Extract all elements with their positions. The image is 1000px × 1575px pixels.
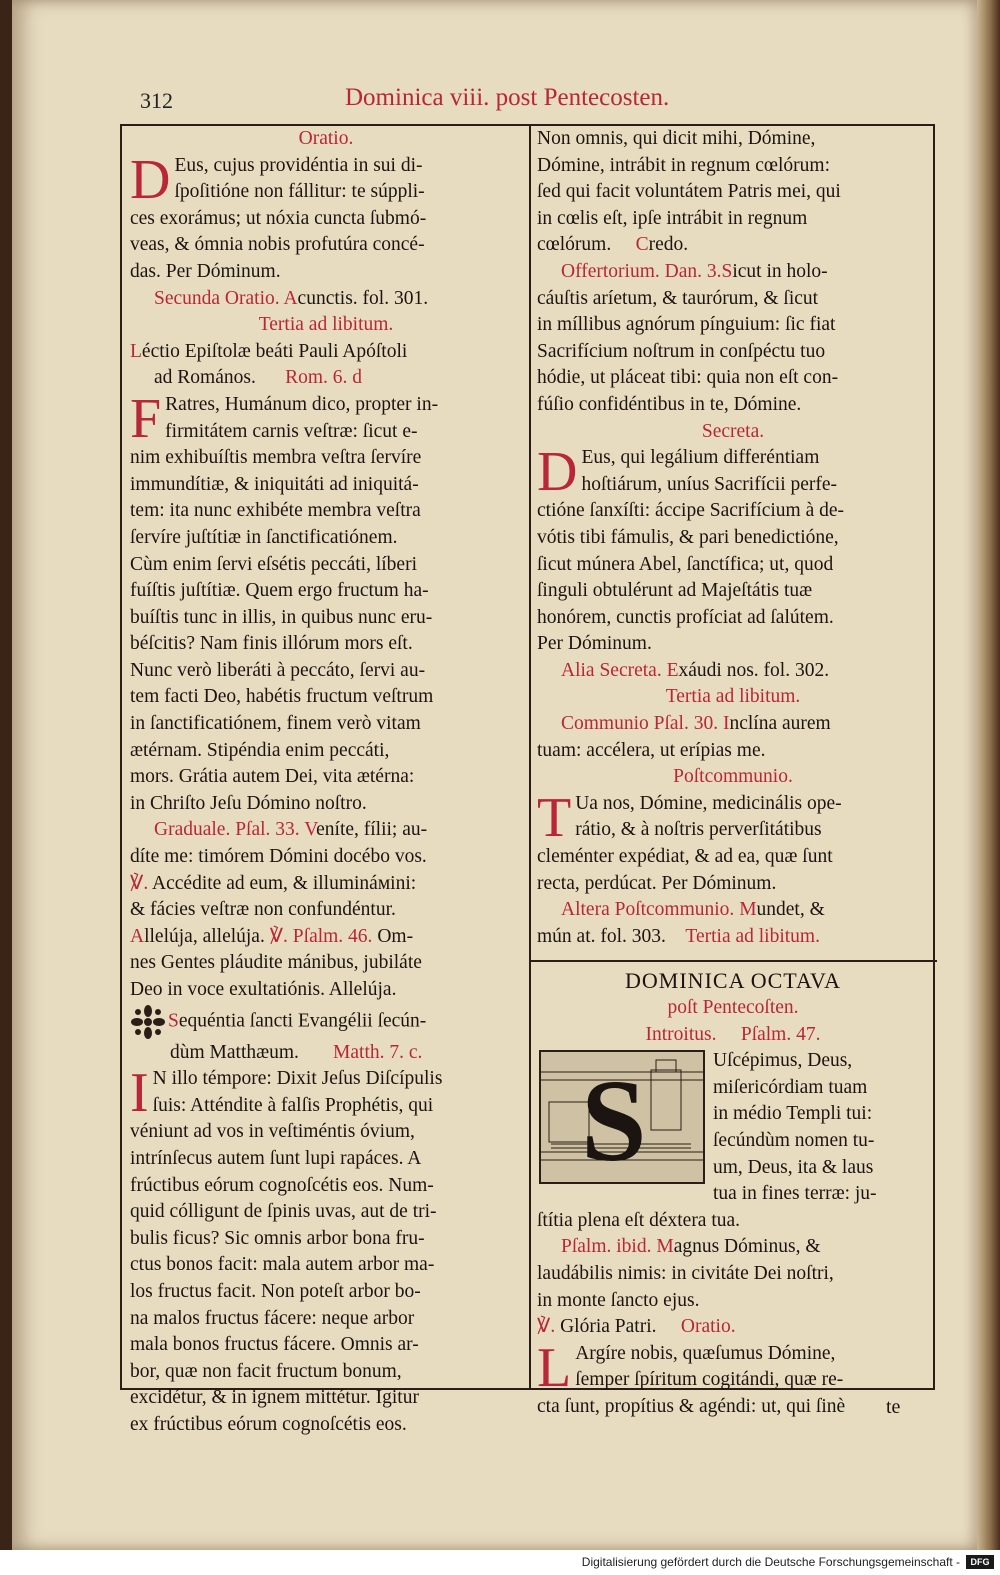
text-line: Non omnis, qui dicit mihi, Dómine, xyxy=(537,128,816,149)
text-line: ætérnam. Stipéndia enim peccáti, xyxy=(130,739,390,761)
postcommunio-heading: Poſtcommunio. xyxy=(673,766,793,788)
text-line: hódie, ut pláceat tibi: quia non eſt con- xyxy=(537,367,839,389)
text-line: díte me: timórem Dómini docébo vos. xyxy=(130,846,427,868)
text-line: hoſtiárum, uníus Sacrifícii perfe- xyxy=(581,473,838,495)
column-divider xyxy=(529,124,531,1390)
digitization-footer xyxy=(0,1550,1000,1575)
text-line: cáuſtis aríetum, & taurórum, & ſicut xyxy=(537,287,819,309)
text-line: ſicut múnera Abel, ſanctífica; ut, quod xyxy=(537,553,834,575)
text-line: tua in fines terræ: ju- xyxy=(713,1183,877,1205)
text-line: honórem, cunctis profíciat ad ſalútem. xyxy=(537,606,834,628)
text-line: Ratres, Humánum dico, propter in- xyxy=(165,393,439,415)
text-line: ctus bonos facit: mala autem arbor ma- xyxy=(130,1254,435,1276)
altera-line-2: mún at. fol. 303. Tertia ad libitum. xyxy=(537,925,820,947)
text-line: cleménter expédiat, & ad ea, quæ ſunt xyxy=(537,846,833,868)
text-line: tem: ita nunc exhibéte membra veſtra xyxy=(130,500,421,522)
page-number: 312 xyxy=(140,88,173,113)
woodcut-initial xyxy=(539,1050,705,1187)
text-line: tuam: accélera, ut erípias me. xyxy=(537,739,766,761)
graduale-line: Graduale. Pſal. 33. Veníte, fílii; au- xyxy=(154,819,428,841)
text-line: bulis ficus? Sic omnis arbor bona fru- xyxy=(130,1227,425,1249)
text-line: ctióne ſanxíſti: áccipe Sacrifícium à de- xyxy=(537,500,844,522)
text-line: na malos fructus fácere: neque arbor xyxy=(130,1307,415,1329)
text-line: in cœlis eſt, ipſe intrábit in regnum xyxy=(537,207,808,229)
text-line: Nunc verò liberáti à peccáto, ſervi au- xyxy=(130,659,426,681)
text-line: los fructus facit. Non poteſt arbor bo- xyxy=(130,1280,421,1302)
text-line: in ſanctificatiónem, finem verò vitam xyxy=(130,713,421,735)
introitus-block xyxy=(537,1048,929,1208)
drop-initial: F xyxy=(130,387,162,450)
postcommunio-block xyxy=(537,786,929,897)
drop-initial: D xyxy=(537,441,578,504)
text-line: tem facti Deo, habétis fructum veſtrum xyxy=(130,686,434,708)
versicle-icon: ℣. xyxy=(537,1316,556,1338)
oratio-block xyxy=(130,148,522,286)
fleuron-icon xyxy=(130,1004,166,1040)
text-line: intrínſecus autem ſunt lupi rapáces. A xyxy=(130,1147,422,1169)
offertorium-line: Offertorium. Dan. 3.Sicut in holo- xyxy=(561,260,828,282)
text-line: firmitátem carnis veſtræ: ſicut e- xyxy=(165,420,418,442)
credo-line: cœlórum. Credo. xyxy=(537,234,689,256)
text-line: rátio, & à noſtris perverſitátibus xyxy=(575,819,822,841)
catchword: te xyxy=(886,1396,901,1418)
text-line: béſcitis? Nam finis illórum mors eſt. xyxy=(130,633,413,655)
altera-line: Altera Poſtcommunio. Mundet, & xyxy=(561,899,825,921)
text-line: ſervíre juſtítiæ in ſanctificatiónem. xyxy=(130,526,398,548)
left-column xyxy=(130,126,522,1439)
text-line: fúſio confidéntibus in te, Dómine. xyxy=(537,393,802,415)
text-line: das. Per Dóminum. xyxy=(130,260,281,282)
running-head: Dominica viii. post Pentecosten. xyxy=(345,84,670,111)
gloria-line: ℣. Glória Patri. Oratio. xyxy=(537,1316,736,1338)
text-line: frúctibus eórum cognoſcétis eos. Num- xyxy=(130,1174,434,1196)
text-line: mors. Grátia autem Dei, vita ætérna: xyxy=(130,766,415,788)
text-line: Deo in voce exultatiónis. Allelúja. xyxy=(130,979,397,1000)
text-line: Sacrifícium noſtrum in conſpéctu tuo xyxy=(537,340,826,362)
versicle-icon: ℣. xyxy=(130,872,149,894)
text-line: ſecúndùm nomen tu- xyxy=(713,1129,875,1151)
text-line: in Chriſto Jeſu Dómino noſtro. xyxy=(130,792,367,814)
secreta-heading: Secreta. xyxy=(701,420,765,442)
text-line: recta, perdúcat. Per Dóminum. xyxy=(537,872,777,894)
drop-initial: L xyxy=(537,1336,572,1399)
text-line: Per Dóminum. xyxy=(537,633,652,655)
text-line: ſemper ſpíritum cogitándi, quæ re- xyxy=(575,1369,844,1391)
text-line: laudábilis nimis: in civitáte Dei noſtri, xyxy=(537,1262,834,1284)
text-line: Argíre nobis, quæſumus Dómine, xyxy=(575,1342,836,1364)
text-line: um, Deus, ita & laus xyxy=(713,1156,874,1178)
drop-initial: I xyxy=(130,1062,149,1125)
text-line: Eus, cujus providéntia in sui di- xyxy=(174,154,423,176)
text-line: bor, quæ non facit fructum bonum, xyxy=(130,1360,402,1382)
text-line: nes Gentes pláudite mánibus, jubiláte xyxy=(130,952,422,974)
text-line: ex frúctibus eórum cognoſcétis eos. xyxy=(130,1413,407,1435)
tertia-heading: Tertia ad libitum. xyxy=(258,314,394,336)
secunda-oratio: Secunda Oratio. Acunctis. fol. 301. xyxy=(154,287,429,309)
text-line: in monte ſancto ejus. xyxy=(537,1289,700,1311)
tertia-heading: Tertia ad libitum. xyxy=(665,686,801,708)
text-line: ſinguli obtulérunt ad Majeſtátis tuæ xyxy=(537,580,813,602)
text-line: ſtítia plena eſt déxtera tua. xyxy=(537,1209,741,1231)
text-line: ſuis: Atténdite à falſis Prophétis, qui xyxy=(152,1094,434,1116)
drop-initial: T xyxy=(537,786,572,849)
text-line: nim exhibuíſtis membra veſtra ſervíre xyxy=(130,447,422,469)
introitus-line: Introitus. Pſalm. 47. xyxy=(645,1023,821,1045)
text-line: cta ſunt, propítius & agéndi: ut, qui ſinè xyxy=(537,1395,846,1417)
alia-secreta-line: Alia Secreta. Exáudi nos. fol. 302. xyxy=(561,659,830,681)
text-line: Uſcépimus, Deus, xyxy=(713,1050,853,1072)
text-line: quid cólligunt de ſpinis uvas, aut de tri- xyxy=(130,1201,437,1223)
text-line: in médio Templi tui: xyxy=(713,1103,873,1125)
page-edge xyxy=(977,0,1000,1550)
text-line: ces exorámus; ut nóxia cuncta ſubmó- xyxy=(130,207,427,229)
text-line: immundítiæ, & iniquitáti ad iniquitá- xyxy=(130,473,419,495)
text-line: Ua nos, Dómine, medicinális ope- xyxy=(575,792,842,814)
drop-initial: D xyxy=(130,148,171,211)
sequentia-line-2: dùm Matthæum. Matth. 7. c. xyxy=(170,1041,423,1063)
text-line: fuíſtis juſtítiæ. Quem ergo fructum ha- xyxy=(130,580,429,602)
oratio-heading: Oratio. xyxy=(298,128,354,149)
text-line: & fácies veſtræ non confundéntur. xyxy=(130,899,396,921)
text-line: véniunt ad vos in veſtiméntis óvium, xyxy=(130,1121,415,1143)
text-line: miſericórdiam tuam xyxy=(713,1076,868,1098)
footer-text: Digitalisierung gefördert durch die Deutsche Forschungsgemeinschaft - xyxy=(581,1555,960,1569)
text-line: ſed qui facit voluntátem Patris mei, qui xyxy=(537,181,841,203)
right-column xyxy=(537,126,929,1421)
text-line: vótis tibi fámulis, & pari benedictióne, xyxy=(537,526,839,548)
lectio-title-2: ad Romános. Rom. 6. d xyxy=(154,367,363,389)
text-line: in míllibus agnórum pínguium: ſic fiat xyxy=(537,314,836,336)
communio-line: Communio Pſal. 30. Inclína aurem xyxy=(561,713,831,735)
psalm-line: Pſalm. ibid. Magnus Dóminus, & xyxy=(561,1236,821,1258)
gospel-block xyxy=(130,1062,522,1438)
text-line: ſpoſitióne non fállitur: te súppli- xyxy=(174,181,425,203)
text-line: Eus, qui legálium differéntiam xyxy=(581,447,820,469)
text-line: veas, & ómnia nobis profutúra concé- xyxy=(130,234,425,256)
text-line: N illo témpore: Dixit Jeſus Diſcípulis xyxy=(152,1068,443,1090)
versicle-line: ℣. Accédite ad eum, & illumináмini: xyxy=(130,872,417,894)
text-line: Dómine, intrábit in regnum cœlórum: xyxy=(537,154,830,176)
text-line: buíſtis tunc in illis, in quibus nunc eru- xyxy=(130,606,433,628)
secreta-block xyxy=(537,441,929,658)
epistle-block xyxy=(130,387,522,818)
text-line: mala bonos fructus fácere. Omnis ar- xyxy=(130,1334,419,1356)
alleluia-line: Allelúja, allelúja. ℣. Pſalm. 46. Om- xyxy=(130,925,414,947)
sequentia-line: Sequéntia ſancti Evangélii ſecún- xyxy=(130,1004,522,1040)
woodcut-letter: S xyxy=(581,1055,647,1187)
text-line: Cùm enim ſervi eſsétis peccáti, líberi xyxy=(130,553,417,575)
dominica-title: DOMINICA OCTAVA xyxy=(625,968,841,994)
text-line: excidétur, & in ignem mittétur. Igitur xyxy=(130,1387,419,1409)
dominica-subtitle: poſt Pentecoſten. xyxy=(667,997,799,1018)
section-rule xyxy=(529,960,937,962)
oratio-block xyxy=(537,1336,929,1421)
lectio-title: Léctio Epiſtolæ beáti Pauli Apóſtoli xyxy=(130,340,408,362)
dfg-logo: DFG xyxy=(966,1555,994,1569)
